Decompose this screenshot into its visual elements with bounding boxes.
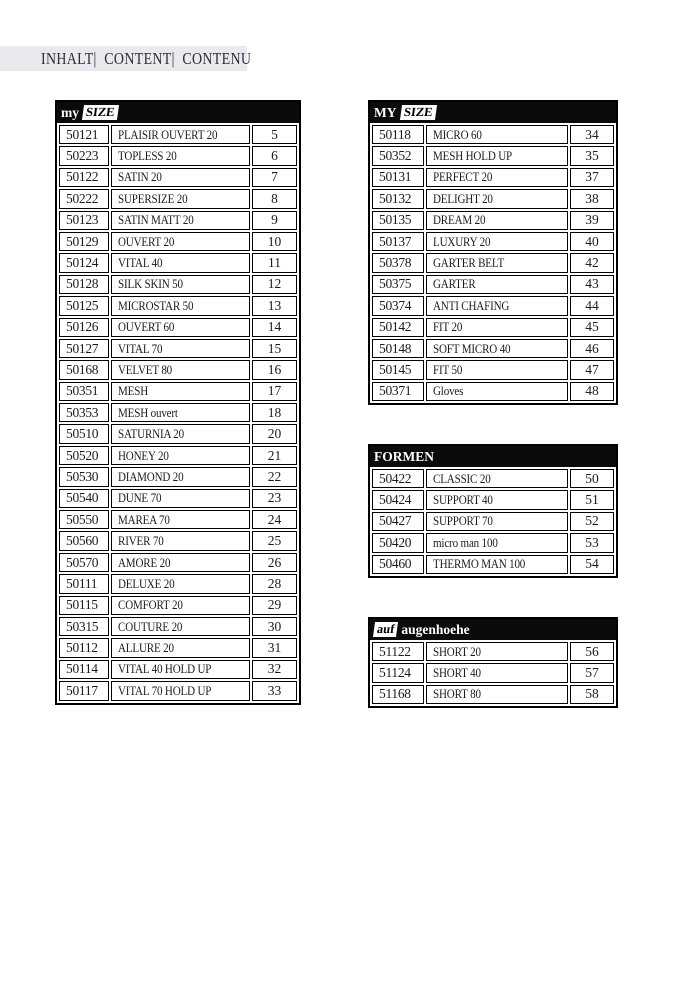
page-number-cell: 37 [570, 168, 614, 187]
article-number-cell: 50570 [59, 553, 109, 572]
table-header-boxed-word: auf [373, 622, 398, 637]
product-name-text: MESH HOLD UP [433, 148, 513, 164]
product-name-text: SATURNIA 20 [118, 426, 184, 442]
table-header-boxed-word: SIZE [399, 105, 436, 120]
page-number-cell: 14 [252, 318, 297, 337]
product-name-cell [111, 574, 250, 593]
article-number-cell: 50223 [59, 146, 109, 165]
product-name-cell [111, 660, 250, 679]
page-number-cell: 29 [252, 596, 297, 615]
product-name-cell [426, 253, 568, 272]
page-number-cell: 35 [570, 146, 614, 165]
page-number-cell: 6 [252, 146, 297, 165]
article-number-cell: 50132 [372, 189, 424, 208]
product-name-text: PLAISIR OUVERT 20 [118, 126, 218, 142]
page-number-cell: 28 [252, 574, 297, 593]
table-row [59, 681, 297, 700]
article-number-cell: 50222 [59, 189, 109, 208]
page-number-cell: 39 [570, 211, 614, 230]
table-row [59, 318, 297, 337]
product-name-cell [111, 253, 250, 272]
page-number-cell: 58 [570, 685, 614, 704]
product-name-cell [426, 360, 568, 379]
page-number-cell: 25 [252, 531, 297, 550]
page-number-cell: 12 [252, 275, 297, 294]
product-name-text: VELVET 80 [118, 361, 173, 377]
product-name-text: SATIN 20 [118, 169, 162, 185]
product-name-cell [111, 189, 250, 208]
article-number-cell: 50148 [372, 339, 424, 358]
table-row [372, 685, 614, 704]
product-name-cell [111, 467, 250, 486]
table-header-word: FORMEN [374, 448, 434, 464]
product-name-cell [111, 446, 250, 465]
product-name-text: DELUXE 20 [118, 575, 175, 591]
product-name-text: micro man 100 [433, 534, 498, 550]
page-number-cell: 47 [570, 360, 614, 379]
product-name-text: FIT 20 [433, 319, 463, 335]
product-name-text: VITAL 70 [118, 340, 163, 356]
product-name-cell [111, 681, 250, 700]
product-name-cell [426, 663, 568, 682]
product-name-text: VITAL 40 HOLD UP [118, 661, 212, 677]
product-name-text: MAREA 70 [118, 511, 170, 527]
article-number-cell: 50422 [372, 469, 424, 488]
article-number-cell: 50520 [59, 446, 109, 465]
table-row [372, 360, 614, 379]
table-row [59, 360, 297, 379]
product-name-text: SILK SKIN 50 [118, 276, 183, 292]
product-name-cell [426, 318, 568, 337]
article-number-cell: 50378 [372, 253, 424, 272]
table-row [59, 531, 297, 550]
table-header-word: my [61, 104, 79, 120]
table-row [59, 253, 297, 272]
product-name-cell [426, 469, 568, 488]
article-number-cell: 50427 [372, 512, 424, 531]
product-name-text: AMORE 20 [118, 554, 171, 570]
product-name-text: SHORT 80 [433, 686, 481, 702]
table-row [59, 596, 297, 615]
article-number-cell: 50540 [59, 489, 109, 508]
table-row [59, 211, 297, 230]
table-row [59, 125, 297, 144]
product-name-text: SUPERSIZE 20 [118, 190, 188, 206]
contents-header-bar [0, 46, 252, 71]
page-number-cell: 8 [252, 189, 297, 208]
table-row [59, 296, 297, 315]
article-number-cell: 50352 [372, 146, 424, 165]
table-row [372, 253, 614, 272]
article-number-cell: 50112 [59, 638, 109, 657]
page-number-cell: 51 [570, 490, 614, 509]
page-number-cell: 33 [252, 681, 297, 700]
product-name-cell [426, 533, 568, 552]
page-number-cell: 21 [252, 446, 297, 465]
table-row [372, 275, 614, 294]
article-number-cell: 50114 [59, 660, 109, 679]
page-number-cell: 44 [570, 296, 614, 315]
article-number-cell: 50371 [372, 382, 424, 401]
product-name-cell [426, 168, 568, 187]
article-number-cell: 50122 [59, 168, 109, 187]
product-name-cell [111, 296, 250, 315]
product-name-text: MICRO 60 [433, 126, 482, 142]
article-number-cell: 50125 [59, 296, 109, 315]
page-number-cell: 34 [570, 125, 614, 144]
page-number-cell: 5 [252, 125, 297, 144]
product-name-text: SHORT 20 [433, 643, 481, 659]
article-number-cell: 50111 [59, 574, 109, 593]
product-name-cell [111, 489, 250, 508]
product-name-text: SHORT 40 [433, 665, 481, 681]
table-row [59, 403, 297, 422]
product-name-text: THERMO MAN 100 [433, 556, 526, 572]
product-name-text: VITAL 40 [118, 255, 163, 271]
table-header-bar [370, 102, 616, 123]
article-number-cell: 50115 [59, 596, 109, 615]
article-number-cell: 50121 [59, 125, 109, 144]
page-number-cell: 23 [252, 489, 297, 508]
article-number-cell: 50129 [59, 232, 109, 251]
product-name-cell [111, 424, 250, 443]
product-name-cell [111, 403, 250, 422]
article-number-cell: 50550 [59, 510, 109, 529]
article-number-cell: 50117 [59, 681, 109, 700]
article-number-cell: 50374 [372, 296, 424, 315]
product-name-text: RIVER 70 [118, 533, 164, 549]
page-number-cell: 53 [570, 533, 614, 552]
article-number-cell: 50315 [59, 617, 109, 636]
product-name-cell [426, 232, 568, 251]
product-name-text: SATIN MATT 20 [118, 212, 194, 228]
table-header-bar [57, 102, 299, 123]
table-row [59, 510, 297, 529]
product-name-cell [111, 617, 250, 636]
product-name-text: ANTI CHAFING [433, 297, 510, 313]
product-name-text: SUPPORT 40 [433, 492, 493, 508]
product-name-text: CLASSIC 20 [433, 470, 491, 486]
table-row [59, 168, 297, 187]
table-header-bar [370, 446, 616, 467]
page-number-cell: 7 [252, 168, 297, 187]
page-number-cell: 15 [252, 339, 297, 358]
page-number-cell: 18 [252, 403, 297, 422]
table-row [59, 232, 297, 251]
table-row [372, 189, 614, 208]
article-number-cell: 50510 [59, 424, 109, 443]
table-row [372, 469, 614, 488]
table-row [372, 642, 614, 661]
table-row [372, 318, 614, 337]
table-row [59, 446, 297, 465]
product-name-cell [426, 125, 568, 144]
product-name-text: HONEY 20 [118, 447, 169, 463]
product-name-cell [111, 638, 250, 657]
article-number-cell: 50135 [372, 211, 424, 230]
table-row [59, 275, 297, 294]
table-row [59, 382, 297, 401]
product-name-cell [111, 360, 250, 379]
product-name-cell [111, 211, 250, 230]
page-number-cell: 10 [252, 232, 297, 251]
page-number-cell: 40 [570, 232, 614, 251]
product-name-cell [426, 512, 568, 531]
product-name-cell [111, 125, 250, 144]
article-number-cell: 50168 [59, 360, 109, 379]
table-row [372, 533, 614, 552]
product-name-cell [111, 168, 250, 187]
page-number-cell: 31 [252, 638, 297, 657]
product-name-text: DELIGHT 20 [433, 190, 493, 206]
product-name-cell [111, 339, 250, 358]
page-number-cell: 43 [570, 275, 614, 294]
product-name-text: FIT 50 [433, 361, 463, 377]
article-number-cell: 51168 [372, 685, 424, 704]
article-number-cell: 50124 [59, 253, 109, 272]
article-number-cell: 51124 [372, 663, 424, 682]
table-row [59, 574, 297, 593]
product-name-text: DREAM 20 [433, 212, 486, 228]
page-number-cell: 48 [570, 382, 614, 401]
product-name-cell [426, 382, 568, 401]
product-name-cell [111, 510, 250, 529]
contents-title: INHALT| CONTENT| CONTENU [41, 48, 252, 68]
table-row [59, 638, 297, 657]
table-row [372, 339, 614, 358]
page-number-cell: 45 [570, 318, 614, 337]
article-number-cell: 50142 [372, 318, 424, 337]
product-name-text: MESH [118, 383, 149, 399]
article-number-cell: 50375 [372, 275, 424, 294]
page-number-cell: 22 [252, 467, 297, 486]
table-row [372, 555, 614, 574]
product-name-text: DIAMOND 20 [118, 468, 184, 484]
product-name-text: GARTER [433, 276, 476, 292]
product-name-text: VITAL 70 HOLD UP [118, 682, 212, 698]
page-number-cell: 50 [570, 469, 614, 488]
table-row [372, 490, 614, 509]
table-row [59, 617, 297, 636]
table-header-word: augenhoehe [401, 621, 470, 637]
page-number-cell: 9 [252, 211, 297, 230]
page-number-cell: 54 [570, 555, 614, 574]
product-name-text: MESH ouvert [118, 404, 178, 420]
page-number-cell: 38 [570, 189, 614, 208]
table-row [372, 296, 614, 315]
article-number-cell: 51122 [372, 642, 424, 661]
table-header-bar [370, 619, 616, 640]
article-number-cell: 50118 [372, 125, 424, 144]
toc-table-my-size-1 [55, 100, 301, 705]
table-row [59, 660, 297, 679]
article-number-cell: 50127 [59, 339, 109, 358]
table-row [372, 211, 614, 230]
product-name-text: COUTURE 20 [118, 618, 183, 634]
page-number-cell: 20 [252, 424, 297, 443]
product-name-text: OUVERT 20 [118, 233, 175, 249]
product-name-cell [111, 596, 250, 615]
toc-table-my-size-2 [368, 100, 618, 405]
toc-table-formen [368, 444, 618, 578]
page-number-cell: 16 [252, 360, 297, 379]
table-row [59, 146, 297, 165]
product-name-cell [426, 275, 568, 294]
product-name-text: TOPLESS 20 [118, 148, 177, 164]
product-name-cell [426, 490, 568, 509]
product-name-text: SOFT MICRO 40 [433, 340, 511, 356]
table-row [59, 424, 297, 443]
article-number-cell: 50530 [59, 467, 109, 486]
page-number-cell: 17 [252, 382, 297, 401]
table-row [372, 663, 614, 682]
product-name-text: PERFECT 20 [433, 169, 493, 185]
table-row [372, 232, 614, 251]
product-name-cell [426, 296, 568, 315]
product-name-cell [426, 685, 568, 704]
article-number-cell: 50123 [59, 211, 109, 230]
table-header-boxed-word: SIZE [82, 105, 119, 120]
table-row [59, 467, 297, 486]
article-number-cell: 50424 [372, 490, 424, 509]
page-number-cell: 13 [252, 296, 297, 315]
product-name-cell [111, 531, 250, 550]
product-name-text: Gloves [433, 383, 464, 399]
table-row [372, 512, 614, 531]
toc-table-auf-augenhoehe [368, 617, 618, 708]
table-row [59, 189, 297, 208]
table-row [372, 125, 614, 144]
page-number-cell: 24 [252, 510, 297, 529]
table-row [59, 339, 297, 358]
product-name-text: LUXURY 20 [433, 233, 491, 249]
article-number-cell: 50353 [59, 403, 109, 422]
table-header-word: MY [374, 104, 397, 120]
product-name-text: DUNE 70 [118, 490, 162, 506]
article-number-cell: 50128 [59, 275, 109, 294]
product-name-cell [111, 382, 250, 401]
product-name-text: OUVERT 60 [118, 319, 175, 335]
product-name-cell [426, 189, 568, 208]
article-number-cell: 50137 [372, 232, 424, 251]
page-number-cell: 56 [570, 642, 614, 661]
table-row [372, 168, 614, 187]
product-name-text: MICROSTAR 50 [118, 297, 194, 313]
table-row [372, 382, 614, 401]
page-number-cell: 32 [252, 660, 297, 679]
product-name-cell [426, 146, 568, 165]
article-number-cell: 50131 [372, 168, 424, 187]
product-name-cell [426, 211, 568, 230]
page-number-cell: 26 [252, 553, 297, 572]
table-row [59, 553, 297, 572]
product-name-text: GARTER BELT [433, 255, 505, 271]
page-number-cell: 11 [252, 253, 297, 272]
table-row [59, 489, 297, 508]
product-name-text: ALLURE 20 [118, 640, 174, 656]
article-number-cell: 50145 [372, 360, 424, 379]
product-name-cell [426, 555, 568, 574]
article-number-cell: 50460 [372, 555, 424, 574]
article-number-cell: 50351 [59, 382, 109, 401]
product-name-text: SUPPORT 70 [433, 513, 493, 529]
product-name-cell [111, 318, 250, 337]
product-name-text: COMFORT 20 [118, 597, 183, 613]
product-name-cell [111, 553, 250, 572]
product-name-cell [111, 146, 250, 165]
page-number-cell: 46 [570, 339, 614, 358]
article-number-cell: 50420 [372, 533, 424, 552]
page-number-cell: 42 [570, 253, 614, 272]
product-name-cell [426, 339, 568, 358]
page-number-cell: 30 [252, 617, 297, 636]
page-number-cell: 57 [570, 663, 614, 682]
product-name-cell [111, 275, 250, 294]
article-number-cell: 50126 [59, 318, 109, 337]
page-number-cell: 52 [570, 512, 614, 531]
table-row [372, 146, 614, 165]
product-name-cell [111, 232, 250, 251]
article-number-cell: 50560 [59, 531, 109, 550]
product-name-cell [426, 642, 568, 661]
